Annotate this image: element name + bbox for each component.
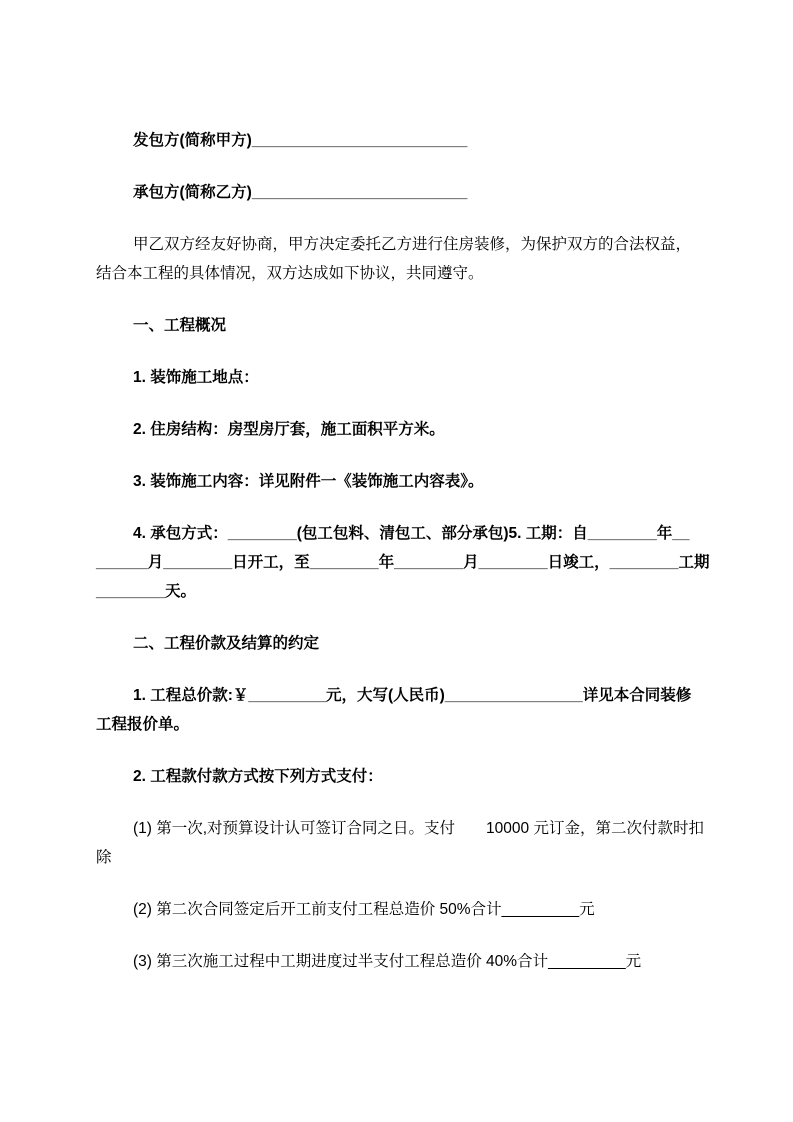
paragraph-item <box>96 415 713 444</box>
text-line: 甲乙双方经友好协商，甲方决定委托乙方进行住房装修，为保护双方的合法权益， <box>133 236 692 253</box>
text-line: 承包方(简称乙方)_________________________ <box>133 184 468 201</box>
text-line: ______月________日开工，至________年________月________日竣工，________工期 <box>96 554 710 571</box>
paragraph-field <box>96 126 713 155</box>
paragraph-clause <box>96 947 713 976</box>
text-line: 二、工程价款及结算的约定 <box>133 635 320 652</box>
paragraph-field <box>96 178 713 207</box>
text-line: (2) 第二次合同签定后开工前支付工程总造价 50%合计_________元 <box>133 901 595 918</box>
text-line: 2. 住房结构：房型房厅套，施工面积平方米。 <box>133 421 445 438</box>
paragraph-body <box>96 230 713 288</box>
text-line: 结合本工程的具体情况，双方达成如下协议，共同遵守。 <box>96 265 484 282</box>
paragraph-item <box>96 681 713 739</box>
paragraph-item <box>96 762 713 791</box>
paragraph-heading <box>96 311 713 340</box>
text-line: 1. 工程总价款:￥_________元，大写(人民币)________________详见本合同装修 <box>133 687 692 704</box>
text-line: (1) 第一次,对预算设计认可签订合同之日。支付 10000 元订金，第二次付款时扣 <box>133 820 704 837</box>
paragraph-clause <box>96 814 713 872</box>
text-line: (3) 第三次施工过程中工期进度过半支付工程总造价 40%合计_________元 <box>133 953 642 970</box>
text-line: ________天。 <box>96 583 196 600</box>
text-line: 3. 装饰施工内容：详见附件一《装饰施工内容表》。 <box>133 473 484 490</box>
text-line: 发包方(简称甲方)_________________________ <box>133 132 468 149</box>
text-line: 4. 承包方式：________(包工包料、清包工、部分承包)5. 工期：自________年__ <box>133 525 690 542</box>
text-line: 除 <box>96 849 112 866</box>
paragraph-clause <box>96 895 713 924</box>
text-line: 一、工程概况 <box>133 317 227 334</box>
paragraph-item <box>96 467 713 496</box>
paragraph-item <box>96 363 713 392</box>
text-line: 工程报价单。 <box>96 716 190 733</box>
text-line: 2. 工程款付款方式按下列方式支付： <box>133 768 383 785</box>
paragraph-item <box>96 519 713 606</box>
text-line: 1. 装饰施工地点： <box>133 369 259 386</box>
paragraph-heading <box>96 629 713 658</box>
